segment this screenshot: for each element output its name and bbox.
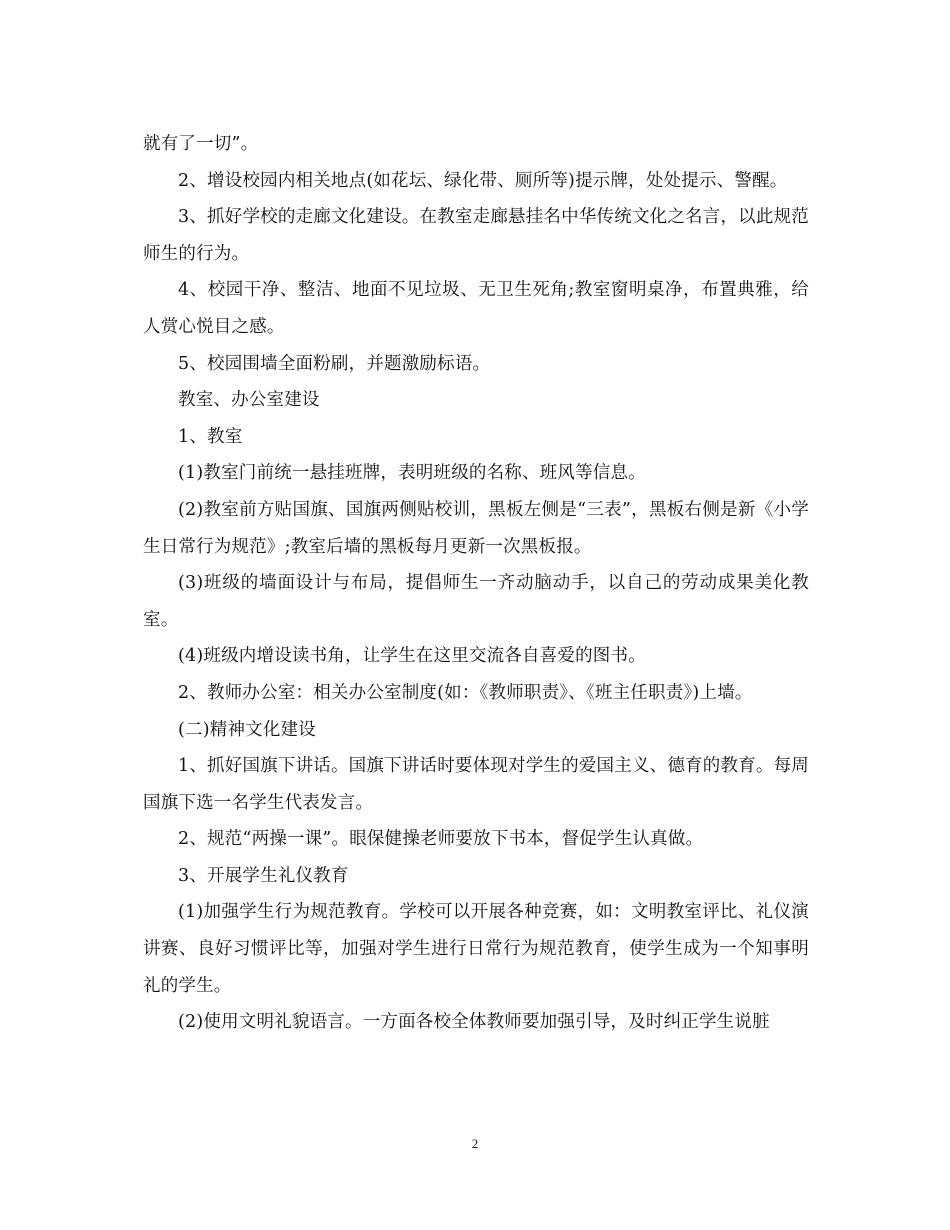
body-paragraph: (1)加强学生行为规范教育。学校可以开展各种竞赛，如：文明教室评比、礼仪演讲赛、良好习惯评比等，加强对学生进行日常行为规范教育，使学生成为一个知事明礼的学生。 [143, 902, 809, 996]
body-paragraph: (3)班级的墙面设计与布局，提倡师生一齐动脑动手，以自己的劳动成果美化教室。 [143, 573, 809, 630]
body-paragraph: 3、开展学生礼仪教育 [178, 865, 349, 886]
body-paragraph: (二)精神文化建设 [178, 719, 316, 740]
body-paragraph: 4、校园干净、整洁、地面不见垃圾、无卫生死角;教室窗明桌净，布置典雅，给人赏心悦目之感。 [143, 280, 809, 337]
page-number: 2 [471, 1136, 479, 1151]
body-paragraph: 1、教室 [178, 426, 243, 447]
body-paragraph: (2)使用文明礼貌语言。一方面各校全体教师要加强引导，及时纠正学生说脏 [178, 1012, 770, 1033]
body-paragraph: 5、校园围墙全面粉刷，并题激励标语。 [178, 353, 491, 374]
body-paragraph: 就有了一切”。 [143, 134, 259, 154]
body-paragraph: 2、教师办公室：相关办公室制度(如：《教师职责》、《班主任职责》)上墙。 [178, 682, 753, 703]
body-paragraph: (2)教室前方贴国旗、国旗两侧贴校训，黑板左侧是“三表”，黑板右侧是新《小学生日常行为规范》;教室后墙的黑板每月更新一次黑板报。 [143, 499, 809, 557]
body-paragraph: 教室、办公室建设 [178, 390, 320, 411]
body-paragraph: 2、增设校园内相关地点(如花坛、绿化带、厕所等)提示牌，处处提示、警醒。 [178, 170, 788, 191]
body-paragraph: 3、抓好学校的走廊文化建设。在教室走廊悬挂名中华传统文化之名言，以此规范师生的行为。 [143, 207, 809, 264]
body-paragraph: 1、抓好国旗下讲话。国旗下讲话时要体现对学生的爱国主义、德育的教育。每周国旗下选一名学生代表发言。 [143, 756, 809, 813]
document-body [143, 126, 809, 1041]
body-paragraph: (4)班级内增设读书角，让学生在这里交流各自喜爱的图书。 [178, 646, 646, 667]
body-paragraph: 2、规范“两操一课”。眼保健操老师要放下书本，督促学生认真做。 [178, 829, 704, 850]
body-paragraph: (1)教室门前统一悬挂班牌，表明班级的名称、班风等信息。 [178, 463, 646, 484]
